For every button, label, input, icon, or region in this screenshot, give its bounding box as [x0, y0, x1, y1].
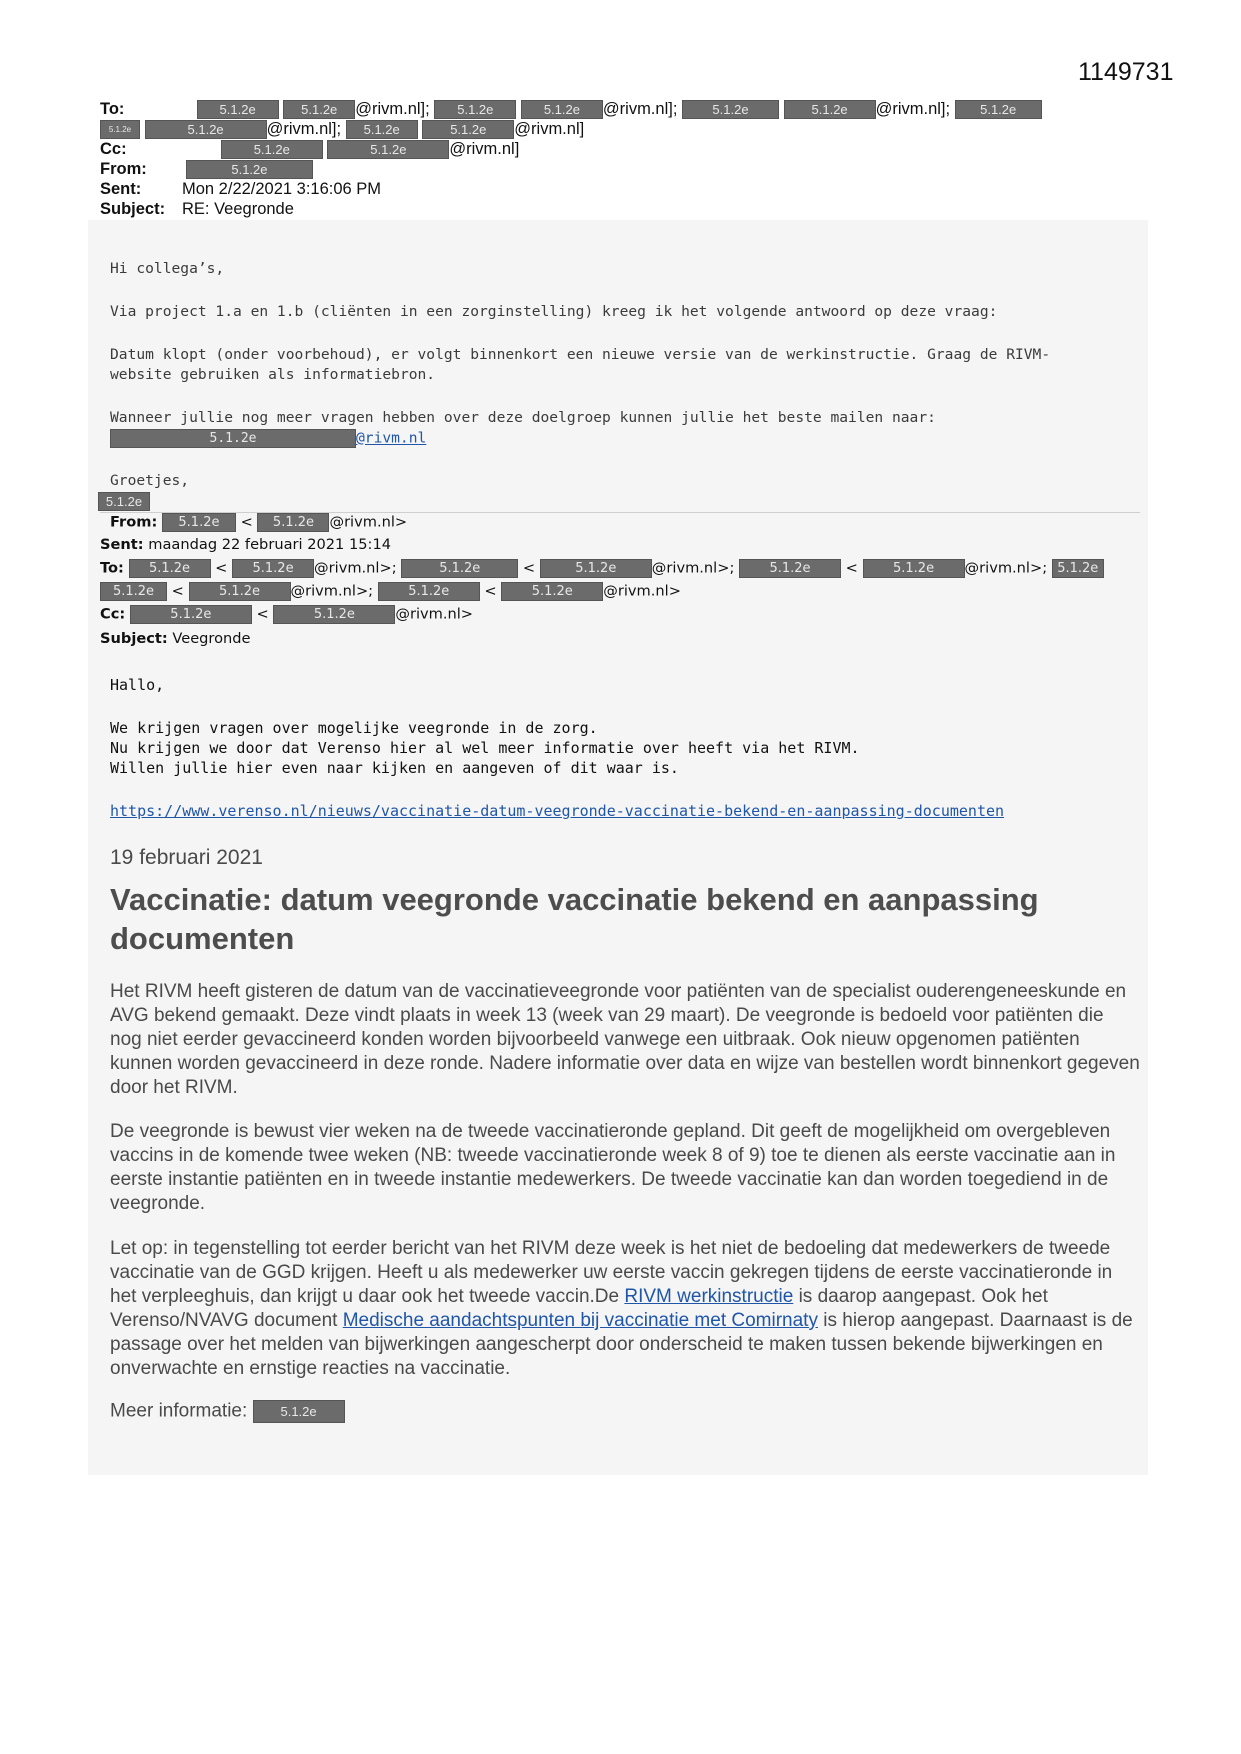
redaction: 5.1.2e — [863, 559, 965, 578]
meer-informatie-label: Meer informatie: — [110, 1400, 248, 1422]
body-line: Wanneer jullie nog meer vragen hebben over deze doelgroep kunnen jullie het beste mailen naar: — [110, 409, 936, 426]
redaction: 5.1.2e — [186, 160, 313, 179]
redaction: 5.1.2e — [434, 100, 516, 119]
meer-informatie-row — [110, 1400, 1140, 1423]
redaction: 5.1.2e — [346, 120, 418, 139]
redaction: 5.1.2e — [197, 100, 279, 119]
redaction: 5.1.2e — [501, 582, 603, 601]
cc-row — [100, 139, 519, 159]
redaction: 5.1.2e — [130, 605, 252, 624]
redaction: 5.1.2e — [232, 559, 314, 578]
redaction: 5.1.2e — [401, 559, 518, 578]
verenso-link-row — [110, 802, 1004, 820]
redaction: 5.1.2e — [221, 140, 323, 159]
redaction: 5.1.2e — [1052, 559, 1104, 578]
to-row — [100, 99, 1042, 119]
greeting: Hi collega’s, — [110, 260, 225, 277]
fwd-subject-row — [100, 630, 251, 647]
sent-row — [100, 179, 381, 199]
to-label: To: — [100, 100, 125, 118]
fwd-cc-label: Cc: — [100, 605, 126, 623]
redaction: 5.1.2e — [110, 429, 356, 448]
fwd-sent-row — [100, 536, 391, 553]
from-row — [100, 159, 313, 179]
subject-row — [100, 199, 294, 219]
redaction: 5.1.2e — [145, 120, 267, 139]
redaction: 5.1.2e — [540, 559, 652, 578]
fwd-body-line: Willen jullie hier even naar kijken en aangeven of dit waar is. — [110, 759, 679, 777]
redaction: 5.1.2e — [739, 559, 841, 578]
redaction: 5.1.2e — [189, 582, 291, 601]
redaction: 5.1.2e — [682, 100, 779, 119]
redaction: 5.1.2e — [327, 140, 449, 159]
cc-label: Cc: — [100, 140, 127, 158]
article-date: 19 februari 2021 — [110, 846, 263, 869]
redaction: 5.1.2e — [273, 605, 395, 624]
from-label: From: — [100, 160, 147, 178]
redaction: 5.1.2e — [253, 1400, 345, 1423]
body-line: Via project 1.a en 1.b (cliënten in een zorginstelling) kreeg ik het volgende antwoord op deze vraag: — [110, 303, 998, 320]
redaction: 5.1.2e — [283, 100, 355, 119]
document-id: 1149731 — [1078, 58, 1174, 86]
to-domain: @rivm.nl]; — [355, 100, 430, 118]
redaction: 5.1.2e — [521, 100, 603, 119]
sent-label: Sent: — [100, 180, 142, 198]
email-link[interactable]: @rivm.nl — [356, 429, 427, 447]
body-line: website gebruiken als informatiebron. — [110, 366, 436, 383]
subject-value: RE: Veegronde — [182, 200, 294, 218]
cc-domain: @rivm.nl] — [449, 140, 520, 158]
signoff: Groetjes, — [110, 472, 190, 489]
redaction: 5.1.2e — [100, 582, 167, 601]
fwd-subject-value: Veegronde — [172, 630, 251, 647]
article-paragraph-1: Het RIVM heeft gisteren de datum van de vaccinatieveegronde voor patiënten van de specialist ouderengeneeskunde en AVG bekend gemaakt. Deze vindt plaats in week 13 (week van 29 maart). De veegronde is bedoeld voor patiënten die nog niet eerder gevaccineerd konden worden bijvoorbeeld vanwege een uitbraak. Ook nieuw opgenomen patiënten kunnen worden gevaccineerd in deze ronde. Nadere informatie over data en wijze van bestellen wordt binnenkort gegeven door het RIVM. — [110, 981, 1140, 1098]
redaction: 5.1.2e — [378, 582, 480, 601]
fwd-to-row: To: 5.1.2e < 5.1.2e @rivm.nl>; 5.1.2e < 5.1.2e @rivm.nl>; 5.1.2e < 5.1.2e @rivm.nl>; 5.1.2e — [100, 559, 1104, 578]
sent-value: Mon 2/22/2021 3:16:06 PM — [182, 180, 382, 198]
redaction: 5.1.2e — [257, 513, 329, 532]
verenso-link[interactable]: https://www.verenso.nl/nieuws/vaccinatie-datum-veegronde-vaccinatie-bekend-en-aanpassing-documenten — [110, 802, 1005, 820]
redaction: 5.1.2e — [422, 120, 514, 139]
to-domain: @rivm.nl]; — [602, 100, 678, 118]
body-line: Datum klopt (onder voorbehoud), er volgt binnenkort een nieuwe versie van de werkinstructie. Graag de RIVM- — [110, 346, 1051, 363]
redaction: 5.1.2e — [784, 100, 876, 119]
rivm-werkinstructie-link[interactable]: RIVM werkinstructie — [624, 1286, 794, 1307]
signature-redaction: 5.1.2e — [98, 492, 150, 511]
article-title: Vaccinatie: datum veegronde vaccinatie bekend en aanpassing documenten — [110, 882, 1039, 956]
fwd-body-line: Nu krijgen we door dat Verenso hier al wel meer informatie over heeft via het RIVM. — [110, 739, 860, 757]
fwd-sent-value: maandag 22 februari 2021 15:14 — [148, 536, 392, 553]
subject-label: Subject: — [100, 200, 166, 218]
redaction: 5.1.2e — [100, 120, 140, 139]
to-domain: @rivm.nl]; — [875, 100, 951, 118]
fwd-cc-row: Cc: 5.1.2e < 5.1.2e @rivm.nl> — [100, 605, 474, 623]
article-paragraph-2: De veegronde is bewust vier weken na de tweede vaccinatieronde gepland. Dit geeft de mogelijkheid om overgebleven vaccins in de komende twee weken (NB: tweede vaccinatieronde week 8 of 9) toe te dienen als eerste vaccinatie aan in eerste instantie patiënten en in tweede instantie medewerkers. De tweede vaccinatie kan dan worden toegediend in de veegronde. — [110, 1121, 1116, 1214]
fwd-from-row: From: 5.1.2e < 5.1.2e @rivm.nl> — [110, 513, 408, 531]
email-address-row — [110, 429, 426, 448]
to-row-2 — [100, 119, 584, 139]
redaction: 5.1.2e — [129, 559, 211, 578]
redaction: 5.1.2e — [955, 100, 1042, 119]
redaction: 5.1.2e — [162, 513, 236, 532]
to-domain: @rivm.nl] — [514, 120, 585, 138]
fwd-body-line: We krijgen vragen over mogelijke veegronde in de zorg. — [110, 719, 598, 737]
fwd-subject-label: Subject: — [100, 630, 168, 647]
fwd-greeting: Hallo, — [110, 676, 165, 694]
fwd-sent-label: Sent: — [100, 536, 144, 553]
medische-aandachtspunten-link[interactable]: Medische aandachtspunten bij vaccinatie met Comirnaty — [342, 1310, 818, 1331]
to-domain: @rivm.nl]; — [266, 120, 342, 138]
fwd-to-label: To: — [100, 559, 124, 577]
article-paragraph-3: Let op: in tegenstelling tot eerder bericht van het RIVM deze week is het niet de bedoeling dat medewerkers de tweede vaccinatie van de GGD krijgen. Heeft u als medewerker uw eerste vaccin gekregen tijdens de eerste vaccinatieronde in het verpleeghuis, dan krijgt u daar ook het tweede vaccin.De RIVM werkinstructie is daarop aangepast. Ook het Verenso/NVAVG document Medische aandachtspunten bij vaccinatie met Comirnaty is hierop aangepast. Daarnaast is de passage over het melden van bijwerkingen aangescherpt door onderscheid te maken tussen bekende bijwerkingen en onverwachte en ernstige reacties na vaccinatie. — [110, 1238, 1133, 1379]
fwd-to-row-2: 5.1.2e < 5.1.2e @rivm.nl>; 5.1.2e < 5.1.2e @rivm.nl> — [100, 582, 681, 601]
fwd-from-label: From: — [110, 513, 158, 531]
